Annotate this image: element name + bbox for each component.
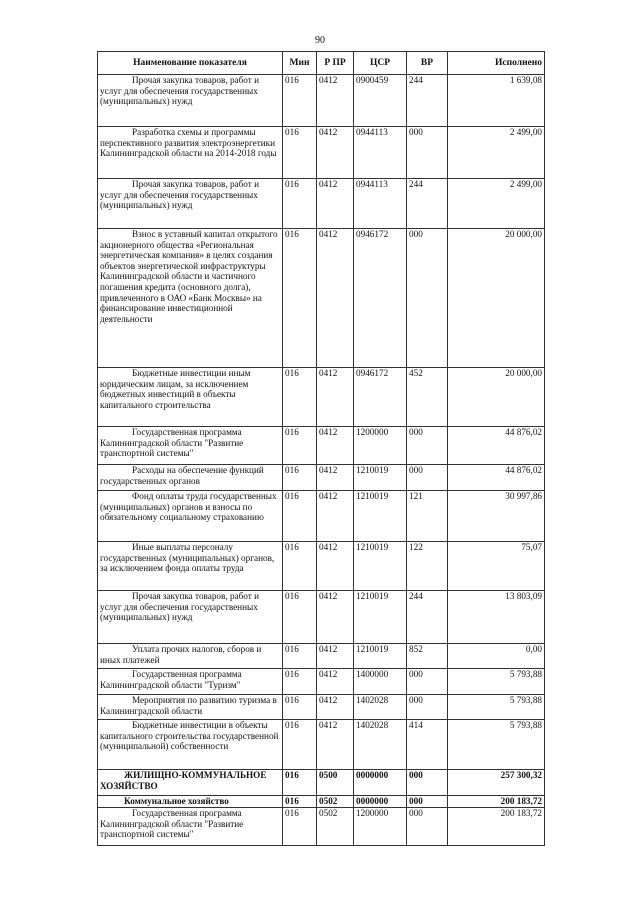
budget-execution-table — [97, 51, 545, 846]
row-name-cell: Мероприятия по развитию туризма в Калининградской области — [98, 695, 283, 720]
row-vr-cell: 452 — [407, 368, 448, 427]
row-min-cell: 016 — [283, 465, 317, 491]
row-amount-cell: 1 639,08 — [448, 75, 545, 127]
row-min-cell: 016 — [283, 427, 317, 465]
table-row — [98, 229, 545, 368]
row-csr-cell: 1210019 — [354, 465, 407, 491]
row-vr-cell: 000 — [407, 808, 448, 846]
header-min: Мин — [283, 52, 317, 75]
row-csr-cell: 1210019 — [354, 491, 407, 542]
row-amount-cell: 30 997,86 — [448, 491, 545, 542]
row-csr-cell: 0900459 — [354, 75, 407, 127]
row-csr-cell: 1200000 — [354, 808, 407, 846]
table-row — [98, 427, 545, 465]
row-rpr-cell: 0412 — [317, 591, 354, 644]
row-name-cell: Прочая закупка товаров, работ и услуг для обеспечения государственных (муниципальных) нужд — [98, 179, 283, 229]
row-csr-cell: 1210019 — [354, 542, 407, 591]
row-rpr-cell: 0412 — [317, 75, 354, 127]
row-amount-cell: 5 793,88 — [448, 720, 545, 770]
row-name-cell: Коммунальное хозяйство — [98, 796, 283, 808]
row-min-cell: 016 — [283, 229, 317, 368]
row-name-cell: Фонд оплаты труда государственных (муниципальных) органов и взносы по обязательному социальному страхованию — [98, 491, 283, 542]
row-name-cell: Прочая закупка товаров, работ и услуг для обеспечения государственных (муниципальных) нужд — [98, 591, 283, 644]
row-amount-cell: 0,00 — [448, 644, 545, 669]
row-min-cell: 016 — [283, 491, 317, 542]
row-amount-cell: 200 183,72 — [448, 808, 545, 846]
row-vr-cell: 000 — [407, 796, 448, 808]
row-amount-cell: 2 499,00 — [448, 127, 545, 179]
table-row — [98, 75, 545, 127]
row-vr-cell: 122 — [407, 542, 448, 591]
row-name-cell: Государственная программа Калининградской области "Развитие транспортной системы" — [98, 427, 283, 465]
row-amount-cell: 257 300,32 — [448, 770, 545, 796]
row-amount-cell: 44 876,02 — [448, 427, 545, 465]
header-csr: ЦСР — [354, 52, 407, 75]
row-rpr-cell: 0412 — [317, 179, 354, 229]
row-name-cell: Уплата прочих налогов, сборов и иных платежей — [98, 644, 283, 669]
row-vr-cell: 414 — [407, 720, 448, 770]
row-rpr-cell: 0412 — [317, 695, 354, 720]
row-name-cell: Иные выплаты персоналу государственных (муниципальных) органов, за исключением фонда оплаты труда — [98, 542, 283, 591]
row-vr-cell: 000 — [407, 770, 448, 796]
table-row — [98, 368, 545, 427]
table-row — [98, 491, 545, 542]
row-vr-cell: 244 — [407, 75, 448, 127]
row-name-cell: Разработка схемы и программы перспективного развития электроэнергетики Калининградской области на 2014-2018 годы — [98, 127, 283, 179]
row-min-cell: 016 — [283, 75, 317, 127]
row-name-cell: Прочая закупка товаров, работ и услуг для обеспечения государственных (муниципальных) нужд — [98, 75, 283, 127]
table-row — [98, 542, 545, 591]
row-csr-cell: 0944113 — [354, 127, 407, 179]
row-csr-cell: 1200000 — [354, 427, 407, 465]
table-row — [98, 644, 545, 669]
row-vr-cell: 852 — [407, 644, 448, 669]
row-min-cell: 016 — [283, 695, 317, 720]
row-csr-cell: 0000000 — [354, 796, 407, 808]
row-amount-cell: 20 000,00 — [448, 229, 545, 368]
row-name-cell: Государственная программа Калининградской области "Туризм" — [98, 669, 283, 695]
row-rpr-cell: 0412 — [317, 491, 354, 542]
row-rpr-cell: 0412 — [317, 427, 354, 465]
row-name-cell: Бюджетные инвестиции в объекты капитального строительства государственной (муниципальной) собственности — [98, 720, 283, 770]
row-csr-cell: 1400000 — [354, 669, 407, 695]
row-rpr-cell: 0502 — [317, 796, 354, 808]
row-rpr-cell: 0412 — [317, 229, 354, 368]
row-rpr-cell: 0412 — [317, 127, 354, 179]
row-min-cell: 016 — [283, 770, 317, 796]
row-vr-cell: 000 — [407, 465, 448, 491]
table-row — [98, 127, 545, 179]
table-row — [98, 669, 545, 695]
table-body — [98, 75, 545, 846]
row-rpr-cell: 0412 — [317, 368, 354, 427]
row-csr-cell: 1402028 — [354, 720, 407, 770]
table-row — [98, 796, 545, 808]
table-row — [98, 808, 545, 846]
row-rpr-cell: 0500 — [317, 770, 354, 796]
page-number: 90 — [315, 35, 325, 46]
row-csr-cell: 0946172 — [354, 229, 407, 368]
row-amount-cell: 2 499,00 — [448, 179, 545, 229]
table-row — [98, 695, 545, 720]
row-rpr-cell: 0412 — [317, 669, 354, 695]
row-name-cell: Государственная программа Калининградской области "Развитие транспортной системы" — [98, 808, 283, 846]
row-min-cell: 016 — [283, 368, 317, 427]
row-vr-cell: 000 — [407, 669, 448, 695]
row-amount-cell: 5 793,88 — [448, 669, 545, 695]
row-amount-cell: 44 876,02 — [448, 465, 545, 491]
row-min-cell: 016 — [283, 796, 317, 808]
row-rpr-cell: 0412 — [317, 542, 354, 591]
row-amount-cell: 5 793,88 — [448, 695, 545, 720]
table-row — [98, 591, 545, 644]
row-amount-cell: 13 803,09 — [448, 591, 545, 644]
row-rpr-cell: 0412 — [317, 720, 354, 770]
row-name-cell: Расходы на обеспечение функций государственных органов — [98, 465, 283, 491]
row-name-cell: Взнос в уставный капитал открытого акционерного общества «Региональная энергетическая компания» в целях создания объектов энергетической инфраструктуры Калининградской области и частичного погашения кредита (основного долга), привлеченного в ОАО «Банк Москвы» на финансирование инвестиционной деятельности — [98, 229, 283, 368]
row-min-cell: 016 — [283, 644, 317, 669]
row-min-cell: 016 — [283, 179, 317, 229]
header-amount: Исполнено — [448, 52, 545, 75]
row-min-cell: 016 — [283, 127, 317, 179]
table-row — [98, 720, 545, 770]
row-amount-cell: 20 000,00 — [448, 368, 545, 427]
row-amount-cell: 75,07 — [448, 542, 545, 591]
row-min-cell: 016 — [283, 720, 317, 770]
row-vr-cell: 000 — [407, 695, 448, 720]
row-min-cell: 016 — [283, 669, 317, 695]
header-vr: ВР — [407, 52, 448, 75]
row-vr-cell: 000 — [407, 427, 448, 465]
row-rpr-cell: 0502 — [317, 808, 354, 846]
row-min-cell: 016 — [283, 591, 317, 644]
table-row — [98, 770, 545, 796]
table-row — [98, 179, 545, 229]
row-vr-cell: 121 — [407, 491, 448, 542]
row-vr-cell: 244 — [407, 591, 448, 644]
row-csr-cell: 0946172 — [354, 368, 407, 427]
row-vr-cell: 244 — [407, 179, 448, 229]
row-rpr-cell: 0412 — [317, 644, 354, 669]
table-row — [98, 465, 545, 491]
row-csr-cell: 0944113 — [354, 179, 407, 229]
row-amount-cell: 200 183,72 — [448, 796, 545, 808]
row-min-cell: 016 — [283, 808, 317, 846]
header-name: Наименование показателя — [98, 52, 283, 75]
row-name-cell: Бюджетные инвестиции иным юридическим лицам, за исключением бюджетных инвестиций в объекты капитального строительства — [98, 368, 283, 427]
row-vr-cell: 000 — [407, 127, 448, 179]
row-rpr-cell: 0412 — [317, 465, 354, 491]
row-name-cell: ЖИЛИЩНО-КОММУНАЛЬНОЕ ХОЗЯЙСТВО — [98, 770, 283, 796]
row-csr-cell: 1402028 — [354, 695, 407, 720]
row-csr-cell: 0000000 — [354, 770, 407, 796]
row-min-cell: 016 — [283, 542, 317, 591]
row-vr-cell: 000 — [407, 229, 448, 368]
table-header-row — [98, 52, 545, 75]
header-rpr: Р ПР — [317, 52, 354, 75]
row-csr-cell: 1210019 — [354, 644, 407, 669]
row-csr-cell: 1210019 — [354, 591, 407, 644]
